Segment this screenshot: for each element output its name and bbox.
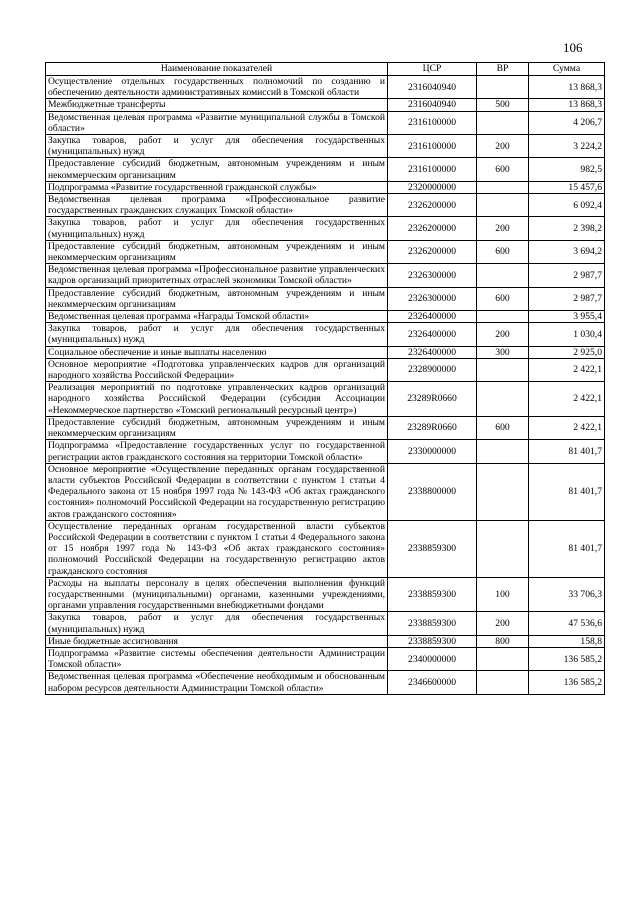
- cell-name: Предоставление субсидий бюджетным, автономным учреждениям и иным некоммерческим организациям: [46, 240, 388, 263]
- header-csr: ЦСР: [388, 63, 477, 76]
- cell-name: Основное мероприятие «Осуществление переданных органам государственной власти субъектов Российской Федерации в соответствии с пунктом 1 статьи 4 Федерального закона от 15 ноября 1997 года № 143-ФЗ «Об актах гражданского состояния» полномочий Российской Федерации на государственную регистрацию актов гражданского состояния»: [46, 463, 388, 520]
- cell-name: Предоставление субсидий бюджетным, автономным учреждениям и иным некоммерческим организациям: [46, 287, 388, 310]
- cell-name: Ведомственная целевая программа «Награды Томской области»: [46, 311, 388, 323]
- table-row: [46, 99, 605, 111]
- cell-vr: 600: [477, 240, 529, 263]
- cell-sum: 81 401,7: [529, 440, 605, 463]
- table-row: [46, 463, 605, 520]
- cell-name: Основное мероприятие «Подготовка управленческих кадров для организаций народного хозяйства Российской Федерации»: [46, 358, 388, 381]
- cell-vr: [477, 358, 529, 381]
- cell-vr: 500: [477, 99, 529, 111]
- cell-sum: 2 925,0: [529, 346, 605, 358]
- cell-csr: 2326400000: [388, 311, 477, 323]
- cell-csr: 23289R0660: [388, 382, 477, 417]
- cell-sum: 2 987,7: [529, 287, 605, 310]
- cell-name: Социальное обеспечение и иные выплаты населению: [46, 346, 388, 358]
- table-row: [46, 264, 605, 287]
- cell-sum: 4 206,7: [529, 111, 605, 134]
- cell-csr: 2316100000: [388, 111, 477, 134]
- cell-csr: 2326200000: [388, 240, 477, 263]
- cell-vr: [477, 440, 529, 463]
- cell-csr: 2316040940: [388, 76, 477, 99]
- cell-name: Ведомственная целевая программа «Развитие муниципальной службы в Томской области»: [46, 111, 388, 134]
- cell-csr: 2320000000: [388, 181, 477, 193]
- cell-name: Осуществление переданных органам государственной власти субъектов Российской Федерации в соответствии с пунктом 1 статьи 4 Федерального закона от 15 ноября 1997 года № 143-ФЗ «Об актах гражданского состояния» полномочий Российской Федерации на государственную регистрацию актов гражданского состояния: [46, 520, 388, 577]
- table-row: [46, 346, 605, 358]
- table-row: [46, 194, 605, 217]
- cell-sum: 13 868,3: [529, 99, 605, 111]
- cell-vr: 100: [477, 577, 529, 612]
- cell-csr: 2330000000: [388, 440, 477, 463]
- cell-vr: 800: [477, 635, 529, 647]
- cell-name: Закупка товаров, работ и услуг для обеспечения государственных (муниципальных) нужд: [46, 217, 388, 240]
- table-row: [46, 647, 605, 670]
- cell-sum: 3 694,2: [529, 240, 605, 263]
- cell-vr: 200: [477, 323, 529, 346]
- cell-csr: 2338859300: [388, 520, 477, 577]
- cell-sum: 81 401,7: [529, 463, 605, 520]
- cell-vr: 200: [477, 135, 529, 158]
- table-row: [46, 416, 605, 439]
- cell-vr: [477, 382, 529, 417]
- cell-name: Реализация мероприятий по подготовке управленческих кадров организаций народного хозяйства Российской Федерации (субсидия Ассоциации «Некоммерческое партнерство «Томский региональный ресурсный центр»): [46, 382, 388, 417]
- cell-vr: [477, 647, 529, 670]
- cell-vr: [477, 111, 529, 134]
- cell-sum: 33 706,3: [529, 577, 605, 612]
- cell-vr: [477, 264, 529, 287]
- cell-csr: 2338859300: [388, 577, 477, 612]
- cell-sum: 2 398,2: [529, 217, 605, 240]
- table-row: [46, 520, 605, 577]
- cell-name: Ведомственная целевая программа «Профессиональное развитие управленческих кадров организаций приоритетных отраслей экономики Томской области»: [46, 264, 388, 287]
- header-sum: Сумма: [529, 63, 605, 76]
- cell-csr: 2316100000: [388, 135, 477, 158]
- cell-sum: 3 224,2: [529, 135, 605, 158]
- cell-sum: 3 955,4: [529, 311, 605, 323]
- page-number: 106: [563, 40, 583, 55]
- cell-sum: 15 457,6: [529, 181, 605, 193]
- cell-vr: [477, 671, 529, 694]
- table-row: [46, 311, 605, 323]
- cell-name: Иные бюджетные ассигнования: [46, 635, 388, 647]
- cell-sum: 2 987,7: [529, 264, 605, 287]
- table-row: [46, 635, 605, 647]
- cell-vr: [477, 181, 529, 193]
- table-row: [46, 671, 605, 694]
- cell-csr: 2316040940: [388, 99, 477, 111]
- cell-vr: 300: [477, 346, 529, 358]
- table-row: [46, 440, 605, 463]
- cell-sum: 81 401,7: [529, 520, 605, 577]
- table-row: [46, 111, 605, 134]
- cell-sum: 2 422,1: [529, 416, 605, 439]
- header-name: Наименование показателей: [46, 63, 388, 76]
- cell-vr: 600: [477, 158, 529, 181]
- table-row: [46, 240, 605, 263]
- cell-name: Межбюджетные трансферты: [46, 99, 388, 111]
- cell-vr: [477, 76, 529, 99]
- cell-sum: 2 422,1: [529, 382, 605, 417]
- cell-csr: 2338800000: [388, 463, 477, 520]
- table-row: [46, 577, 605, 612]
- cell-csr: 2338859300: [388, 635, 477, 647]
- table-row: [46, 217, 605, 240]
- cell-csr: 2346600000: [388, 671, 477, 694]
- cell-vr: 200: [477, 217, 529, 240]
- table-row: [46, 323, 605, 346]
- cell-csr: 2326400000: [388, 346, 477, 358]
- cell-name: Закупка товаров, работ и услуг для обеспечения государственных (муниципальных) нужд: [46, 135, 388, 158]
- cell-name: Ведомственная целевая программа «Профессиональное развитие государственных гражданских служащих Томской области»: [46, 194, 388, 217]
- cell-name: Расходы на выплаты персоналу в целях обеспечения выполнения функций государственными (муниципальными) органами, казенными учреждениями, органами управления государственными внебюджетными фондами: [46, 577, 388, 612]
- cell-name: Подпрограмма «Предоставление государственных услуг по государственной регистрации актов гражданского состояния на территории Томской области»: [46, 440, 388, 463]
- cell-sum: 136 585,2: [529, 647, 605, 670]
- cell-name: Осуществление отдельных государственных полномочий по созданию и обеспечению деятельности административных комиссий в Томской области: [46, 76, 388, 99]
- cell-csr: 2326200000: [388, 217, 477, 240]
- header-vr: ВР: [477, 63, 529, 76]
- budget-table: [45, 62, 605, 695]
- cell-csr: 2340000000: [388, 647, 477, 670]
- cell-name: Предоставление субсидий бюджетным, автономным учреждениям и иным некоммерческим организациям: [46, 158, 388, 181]
- cell-sum: 982,5: [529, 158, 605, 181]
- cell-vr: 200: [477, 612, 529, 635]
- table-body: [46, 76, 605, 695]
- cell-name: Закупка товаров, работ и услуг для обеспечения государственных (муниципальных) нужд: [46, 323, 388, 346]
- cell-sum: 1 030,4: [529, 323, 605, 346]
- table-row: [46, 287, 605, 310]
- cell-vr: [477, 463, 529, 520]
- table-header-row: [46, 63, 605, 76]
- cell-vr: 600: [477, 416, 529, 439]
- table-row: [46, 382, 605, 417]
- table-row: [46, 181, 605, 193]
- cell-name: Закупка товаров, работ и услуг для обеспечения государственных (муниципальных) нужд: [46, 612, 388, 635]
- cell-csr: 2326400000: [388, 323, 477, 346]
- table-row: [46, 158, 605, 181]
- cell-csr: 2326200000: [388, 194, 477, 217]
- cell-sum: 2 422,1: [529, 358, 605, 381]
- table-row: [46, 135, 605, 158]
- cell-sum: 136 585,2: [529, 671, 605, 694]
- cell-name: Подпрограмма «Развитие системы обеспечения деятельности Администрации Томской области»: [46, 647, 388, 670]
- table-row: [46, 76, 605, 99]
- table-row: [46, 612, 605, 635]
- table-row: [46, 358, 605, 381]
- cell-vr: [477, 311, 529, 323]
- cell-sum: 6 092,4: [529, 194, 605, 217]
- cell-csr: 23289R0660: [388, 416, 477, 439]
- cell-sum: 47 536,6: [529, 612, 605, 635]
- cell-csr: 2328900000: [388, 358, 477, 381]
- cell-csr: 2338859300: [388, 612, 477, 635]
- cell-csr: 2326300000: [388, 264, 477, 287]
- cell-sum: 158,8: [529, 635, 605, 647]
- cell-name: Подпрограмма «Развитие государственной гражданской службы»: [46, 181, 388, 193]
- cell-name: Предоставление субсидий бюджетным, автономным учреждениям и иным некоммерческим организациям: [46, 416, 388, 439]
- cell-vr: [477, 194, 529, 217]
- cell-csr: 2316100000: [388, 158, 477, 181]
- cell-sum: 13 868,3: [529, 76, 605, 99]
- cell-vr: 600: [477, 287, 529, 310]
- cell-csr: 2326300000: [388, 287, 477, 310]
- cell-vr: [477, 520, 529, 577]
- cell-name: Ведомственная целевая программа «Обеспечение необходимым и обоснованным набором ресурсов деятельности Администрации Томской области»: [46, 671, 388, 694]
